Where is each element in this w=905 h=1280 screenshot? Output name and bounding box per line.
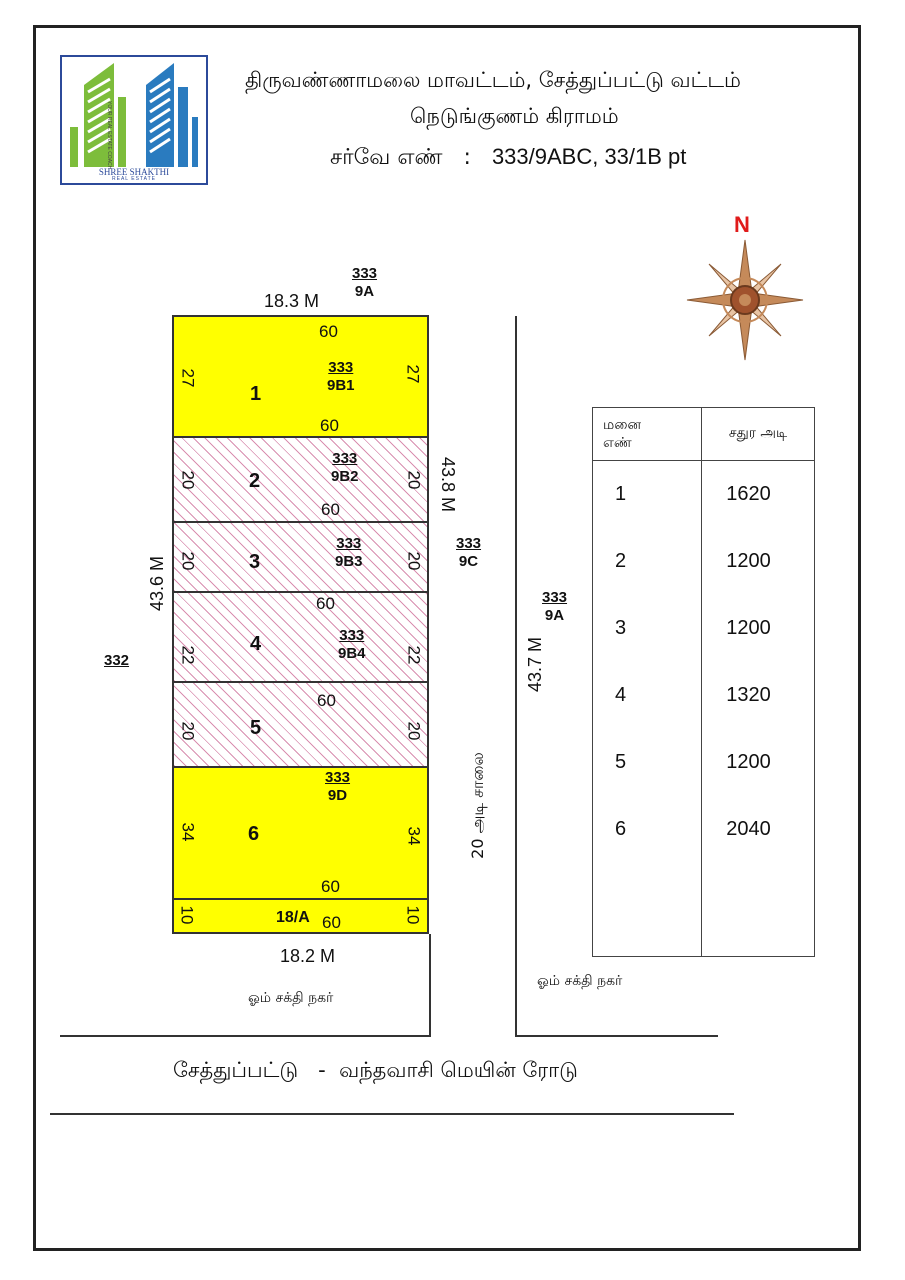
table-row: 2 1200 <box>593 528 815 595</box>
plot-3 <box>172 521 429 593</box>
main-road-label: சேத்துப்பட்டு - வந்தவாசி மெயின் ரோடு <box>173 1058 578 1082</box>
plot-2-number: 2 <box>249 470 261 492</box>
road-left-edge <box>429 934 431 1036</box>
plot-5 <box>172 681 429 768</box>
table-header-sqft: சதுர அடி <box>702 408 815 461</box>
om-sakthi-right: ஓம் சக்தி நகர் <box>537 973 623 989</box>
plot-4-top: 60 <box>316 594 335 613</box>
building-logo-icon <box>62 57 206 183</box>
header-survey-sep: : <box>463 145 471 170</box>
plot-6-survey: 333 9D <box>325 769 351 804</box>
survey-top-9a: 333 9A <box>352 265 378 300</box>
plot-2-survey: 333 9B2 <box>331 450 359 485</box>
plot-1-right: 27 <box>403 364 423 384</box>
north-label: N <box>734 212 750 237</box>
plot-6-bottom: 60 <box>321 877 340 896</box>
table-row: 3 1200 <box>593 595 815 662</box>
header-village: நெடுங்குணம் கிராமம் <box>410 104 619 128</box>
plot-6-right: 34 <box>404 826 424 846</box>
plot-1-number: 1 <box>250 383 262 405</box>
strip-label: 18/A <box>276 909 310 926</box>
plot-4-survey: 333 9B4 <box>338 627 366 662</box>
top-width-dim: 18.3 M <box>264 291 320 311</box>
road-right-edge <box>515 316 517 1036</box>
plot-4-bottom: 60 <box>317 691 336 710</box>
logo-tagline: YOUR REAL ESTATE COACH <box>106 101 112 170</box>
table-row: 4 1320 <box>593 662 815 729</box>
table-row: 6 2040 <box>593 796 815 863</box>
plot-2-bottom: 60 <box>321 500 340 519</box>
header-survey-value: 333/9ABC, 33/1B pt <box>491 144 687 169</box>
left-length-dim: 43.6 M <box>147 555 168 612</box>
plot-5-right: 20 <box>404 721 424 741</box>
plot-1-top: 60 <box>319 322 338 341</box>
table-row-empty <box>593 863 815 957</box>
logo-sub: REAL ESTATE <box>112 176 156 182</box>
vertical-road-label: 20 அடி சாலை <box>467 752 487 859</box>
plot-area-table <box>592 407 815 957</box>
main-road-line <box>50 1113 734 1115</box>
compass-rose-icon <box>684 238 806 362</box>
plot-6-left: 34 <box>178 822 198 842</box>
om-sakthi-boundary-right <box>515 1035 718 1037</box>
plot-4-right: 22 <box>404 645 424 665</box>
plot-5-left: 20 <box>178 721 198 741</box>
plot-1-left: 27 <box>178 368 198 388</box>
strip-left: 10 <box>177 905 197 925</box>
survey-right-9c: 333 9C <box>456 535 482 570</box>
strip-right: 10 <box>403 905 423 925</box>
header-district: திருவண்ணாமலை மாவட்டம், சேத்துப்பட்டு வட்டம் <box>245 68 741 92</box>
plot-4-left: 22 <box>178 645 198 665</box>
plot-1-survey: 333 9B1 <box>327 359 355 394</box>
plot-4 <box>172 591 429 683</box>
header-survey <box>330 144 686 173</box>
road-length-dim: 43.7 M <box>525 636 546 693</box>
om-sakthi-left: ஓம் சக்தி நகர் <box>248 990 334 1006</box>
company-logo <box>60 55 208 185</box>
table-header-plot-no: மனை எண் <box>593 408 702 461</box>
bottom-width-dim: 18.2 M <box>280 946 336 966</box>
plot-4-number: 4 <box>250 633 262 655</box>
table-row: 1 1620 <box>593 461 815 529</box>
plot-2-right: 20 <box>404 470 424 490</box>
om-sakthi-boundary-left <box>60 1035 431 1037</box>
plot-5-number: 5 <box>250 717 262 739</box>
survey-far-right-9a: 333 9A <box>542 589 568 624</box>
plot-6 <box>172 766 429 900</box>
plot-2 <box>172 436 429 523</box>
plot-3-survey: 333 9B3 <box>335 535 363 570</box>
plot-2-left: 20 <box>178 470 198 490</box>
plot-3-right: 20 <box>404 551 424 571</box>
logo-brand: SHREE SHAKTHI <box>98 167 170 177</box>
strip-width: 60 <box>322 913 341 932</box>
plot-1 <box>172 315 429 438</box>
plot-3-left: 20 <box>178 551 198 571</box>
table-row: 5 1200 <box>593 729 815 796</box>
plot-1-bottom: 60 <box>320 416 339 435</box>
compass <box>684 210 806 362</box>
plot-6-number: 6 <box>248 823 260 845</box>
header-survey-label: சர்வே எண் <box>330 145 443 170</box>
survey-left-332: 332 <box>104 652 130 669</box>
plot-3-number: 3 <box>249 551 261 573</box>
right-length-dim: 43.8 M <box>438 456 459 513</box>
